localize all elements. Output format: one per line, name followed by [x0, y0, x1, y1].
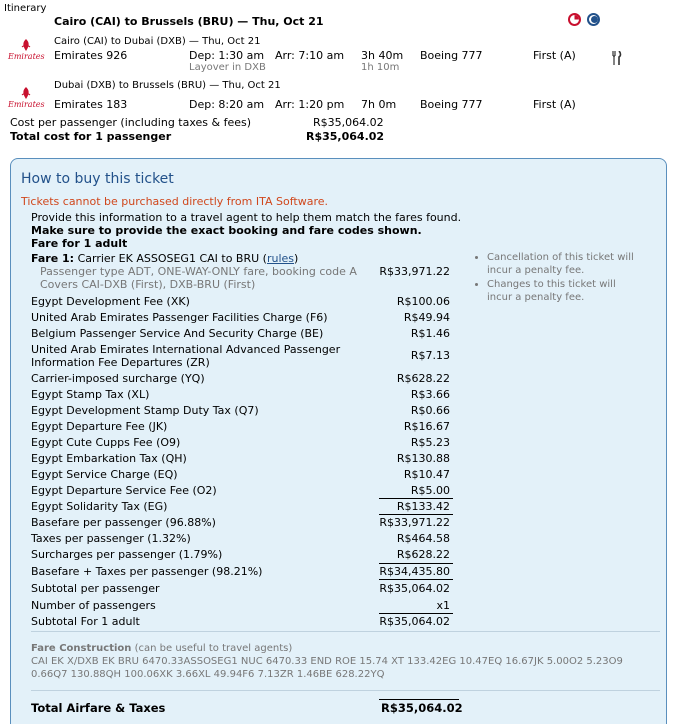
total-cost-value: R$35,064.02 — [306, 130, 385, 143]
tax-label: Belgium Passenger Service And Security Charge (BE) — [31, 327, 324, 340]
tax-value: R$7.13 — [410, 349, 450, 362]
tax-label: Egypt Development Stamp Duty Tax (Q7) — [31, 404, 259, 417]
tax-value: R$1.46 — [410, 327, 450, 340]
segment-1-layover: Layover in DXB — [189, 62, 266, 73]
summary-label: Subtotal For 1 adult — [31, 615, 140, 628]
tax-value: R$5.00 — [410, 484, 450, 497]
how-to-buy-panel — [10, 158, 667, 724]
emirates-logo-icon — [19, 38, 33, 52]
sum-rule — [379, 563, 453, 564]
red-clock-icon — [568, 13, 581, 26]
summary-value: R$35,064.02 — [379, 582, 450, 595]
segment-1-layover-duration: 1h 10m — [361, 62, 400, 73]
tax-value: R$628.22 — [396, 372, 450, 385]
fare-construction-label: Fare Construction — [31, 643, 132, 654]
tax-value: R$130.88 — [396, 452, 450, 465]
tax-label: Egypt Embarkation Tax (QH) — [31, 452, 187, 465]
sum-rule — [379, 579, 453, 580]
total-airfare-label: Total Airfare & Taxes — [31, 701, 166, 715]
segment-2-flight: Emirates 183 — [54, 98, 128, 111]
emirates-logo-icon — [19, 86, 33, 100]
tax-value: R$49.94 — [403, 311, 450, 324]
agent-emphasis: Make sure to provide the exact booking and fare codes shown. — [31, 224, 422, 237]
segment-2-route: Dubai (DXB) to Brussels (BRU) — Thu, Oct 21 — [54, 80, 281, 91]
section-separator — [31, 631, 660, 632]
cost-per-passenger-label: Cost per passenger (including taxes & fees) — [10, 116, 252, 129]
tax-label: Egypt Development Fee (XK) — [31, 295, 190, 308]
fare-construction-heading — [31, 643, 292, 654]
cost-per-passenger-value: R$35,064.02 — [313, 116, 384, 129]
segment-1-arr: Arr: 7:10 am — [275, 49, 345, 62]
summary-value: R$628.22 — [396, 548, 450, 561]
segment-2-dep: Dep: 8:20 am — [189, 98, 265, 111]
tax-value: R$16.67 — [403, 420, 450, 433]
itinerary-label: Itinerary — [4, 3, 47, 14]
fare-1-value: R$33,971.22 — [379, 265, 450, 278]
fare-1-suffix: ) — [294, 252, 299, 265]
fare-1-line — [31, 252, 298, 265]
fare-rules-link[interactable]: rules — [266, 252, 295, 265]
emirates-logo-1: Emirates — [8, 38, 44, 66]
segment-1-route: Cairo (CAI) to Dubai (DXB) — Thu, Oct 21 — [54, 36, 261, 47]
sum-rule — [379, 613, 453, 614]
total-cost-label: Total cost for 1 passenger — [10, 130, 172, 143]
cancellation-note: • Cancellation of this ticket will incur a penalty fee. — [487, 251, 635, 277]
summary-value: R$464.58 — [396, 532, 450, 545]
summary-value: R$35,064.02 — [379, 615, 450, 628]
tax-label: Egypt Cute Cupps Fee (O9) — [31, 436, 181, 449]
meal-icon — [612, 51, 622, 65]
tax-label: Egypt Solidarity Tax (EG) — [31, 500, 168, 513]
segment-1-cabin: First (A) — [533, 49, 576, 62]
summary-label: Subtotal per passenger — [31, 582, 160, 595]
trip-title: Cairo (CAI) to Brussels (BRU) — Thu, Oct 21 — [54, 15, 324, 28]
tax-value: R$0.66 — [410, 404, 450, 417]
summary-label: Number of passengers — [31, 599, 156, 612]
summary-label: Surcharges per passenger (1.79%) — [31, 548, 223, 561]
sum-rule — [379, 498, 453, 499]
emirates-logo-2: Emirates — [8, 86, 44, 114]
summary-value: R$34,435.80 — [379, 565, 450, 578]
total-airfare-value: R$35,064.02 — [381, 701, 463, 715]
tax-label-continued: Information Fee Departures (ZR) — [31, 356, 210, 369]
summary-label: Basefare + Taxes per passenger (98.21%) — [31, 565, 263, 578]
fare-1-detail-2: Covers CAI-DXB (First), DXB-BRU (First) — [40, 278, 256, 291]
tax-label: United Arab Emirates Passenger Facilities Charge (F6) — [31, 311, 328, 324]
tax-value: R$3.66 — [410, 388, 450, 401]
segment-1-flight: Emirates 926 — [54, 49, 128, 62]
tax-label: Egypt Departure Service Fee (O2) — [31, 484, 217, 497]
fare-1-text: Carrier EK ASSOSEG1 CAI to BRU ( — [77, 252, 267, 265]
summary-value: R$33,971.22 — [379, 516, 450, 529]
tax-value: R$10.47 — [403, 468, 450, 481]
section-separator — [31, 690, 660, 691]
moon-icon — [587, 13, 600, 26]
segment-2-duration: 7h 0m — [361, 98, 397, 111]
segment-1-duration: 3h 40m — [361, 49, 404, 62]
fare-construction-hint: (can be useful to travel agents) — [134, 643, 293, 654]
total-rule — [379, 699, 459, 700]
agent-info: Provide this information to a travel agent to help them match the fares found. — [31, 211, 462, 224]
tax-label: Egypt Departure Fee (JK) — [31, 420, 168, 433]
segment-1-dep: Dep: 1:30 am — [189, 49, 265, 62]
tax-value: R$100.06 — [396, 295, 450, 308]
summary-value: x1 — [436, 599, 450, 612]
segment-2-aircraft: Boeing 777 — [420, 98, 483, 111]
tax-label: Egypt Stamp Tax (XL) — [31, 388, 150, 401]
segment-2-cabin: First (A) — [533, 98, 576, 111]
summary-label: Taxes per passenger (1.32%) — [31, 532, 191, 545]
fare-1-prefix: Fare 1: — [31, 252, 75, 265]
ticket-notes — [475, 251, 635, 305]
tax-label: Egypt Service Charge (EQ) — [31, 468, 178, 481]
tax-value: R$5.23 — [410, 436, 450, 449]
fare-construction-line-1: CAI EK X/DXB EK BRU 6470.33ASSOSEG1 NUC 6470.33 END ROE 15.74 XT 133.42EG 10.47EQ 16.67JK 5.00O2 5.23O9 — [31, 656, 623, 667]
sum-rule — [379, 514, 453, 515]
segment-2-arr: Arr: 1:20 pm — [275, 98, 345, 111]
summary-label: Basefare per passenger (96.88%) — [31, 516, 216, 529]
fare-1-detail-1: Passenger type ADT, ONE-WAY-ONLY fare, booking code A — [40, 265, 357, 278]
fare-for: Fare for 1 adult — [31, 237, 128, 250]
tax-label: Carrier-imposed surcharge (YQ) — [31, 372, 205, 385]
tax-value: R$133.42 — [396, 500, 450, 513]
tax-label: United Arab Emirates International Advanced Passenger — [31, 343, 341, 356]
fare-construction-line-2: 0.66Q7 130.88QH 100.06XK 3.66XL 49.94F6 7.13ZR 1.46BE 628.22YQ — [31, 669, 385, 680]
purchase-warning: Tickets cannot be purchased directly from ITA Software. — [21, 195, 328, 208]
how-to-buy-title: How to buy this ticket — [21, 171, 174, 187]
segment-1-aircraft: Boeing 777 — [420, 49, 483, 62]
changes-note: • Changes to this ticket will incur a penalty fee. — [487, 278, 635, 304]
